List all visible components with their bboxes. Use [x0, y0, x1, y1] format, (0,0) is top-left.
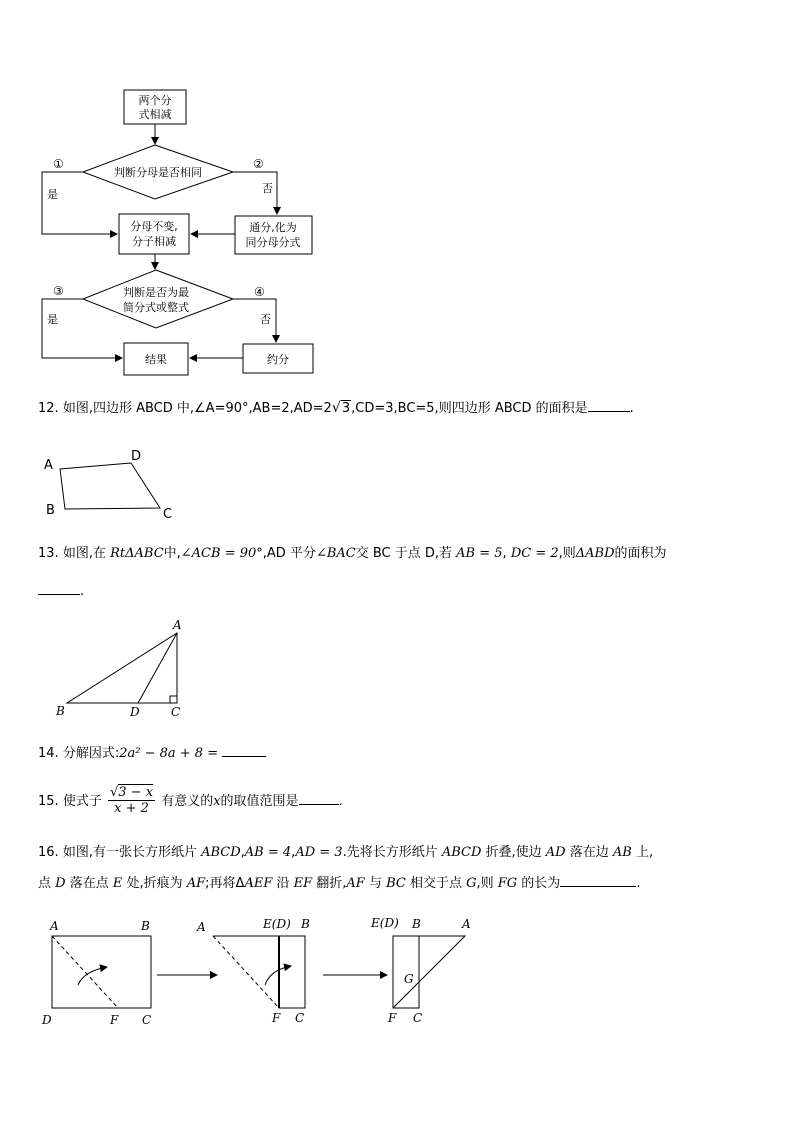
flowchart-text — [47, 93, 301, 366]
flow-common-line2: 同分母分式 — [245, 236, 301, 249]
q16-fig2-label-B: B — [301, 917, 310, 931]
q16-l2-run-0: 点 — [38, 876, 56, 891]
q13-bisector-AD — [138, 633, 177, 703]
q12-figure — [44, 449, 172, 522]
q16-l1-run-12: 上, — [631, 845, 654, 860]
radical-sign-icon: √ — [109, 785, 119, 800]
flow-start-line2: 式相减 — [138, 108, 172, 121]
q16-fig1-label-F: F — [110, 1013, 119, 1027]
q13-t10: DC = 2 — [510, 546, 559, 561]
q16-l1-run-2: , — [240, 845, 245, 860]
q16-l2-run-13: BC — [386, 876, 406, 891]
flow-mark3: ③ — [53, 284, 64, 298]
q15-answer-blank[interactable] — [299, 792, 339, 805]
q16-answer-blank[interactable] — [560, 874, 636, 887]
q16-fig2-label-F: F — [272, 1011, 281, 1025]
q16-l1-run-3: AB = 4 — [244, 845, 292, 860]
flow-mark2: ② — [253, 157, 264, 171]
q12-quadrilateral — [60, 463, 160, 509]
q13-right-angle-mark — [170, 696, 177, 703]
q12-text-a: 如图,四边形 ABCD 中,∠A=90°,AB=2,AD= — [62, 401, 324, 416]
q16-l2-run-15: G — [466, 876, 477, 891]
q16-fig1-rectangle — [52, 936, 151, 1008]
q12-label-A: A — [44, 458, 53, 473]
q13-t3: 中, — [163, 546, 181, 561]
question-13 — [38, 545, 667, 563]
q16-fig3-label-F: F — [388, 1011, 397, 1025]
question-15 — [38, 786, 343, 830]
q16-fig1-crease — [52, 936, 118, 1008]
q16-l2-run-17: FG — [497, 876, 518, 891]
question-16-line2 — [38, 874, 640, 893]
q15-number: 15. — [38, 794, 59, 809]
q13-t9: , — [502, 546, 507, 561]
flow-start-line1: 两个分 — [138, 94, 172, 107]
q12-end: . — [629, 401, 634, 416]
q15-middle: 有意义的 — [161, 794, 214, 809]
q16-l1-run-5: AD = 3 — [295, 845, 343, 860]
q16-fig3-label-A: A — [462, 917, 471, 931]
q16-fig1-label-B: B — [141, 919, 150, 933]
q12-coef: 2 — [323, 401, 332, 416]
flow-mark1: ① — [53, 157, 64, 171]
flow-decision2-line1: 判断是否为最 — [123, 286, 189, 299]
q13-labels — [55, 618, 182, 719]
q13-t13: 的面积为 — [614, 546, 667, 561]
q13-label-A: A — [173, 618, 182, 632]
q13-t12: ΔABD — [575, 546, 615, 561]
q16-l2-run-10: 翻折, — [312, 876, 347, 891]
question-14 — [38, 744, 266, 763]
q13-t11: ,则 — [558, 546, 576, 561]
q16-fig1-label-C: C — [142, 1013, 152, 1027]
flow-same-line2: 分子相减 — [132, 235, 176, 248]
flow-yes2: 是 — [47, 313, 58, 326]
flow-decision2-line2: 简分式或整式 — [123, 301, 189, 314]
q16-fig2-label-A: A — [197, 920, 206, 934]
q13-t4: ∠ACB = 90° — [180, 546, 263, 561]
q16-l2-run-5: AF — [186, 876, 206, 891]
q16-l1-run-7: ABCD — [441, 845, 482, 860]
q16-l1-run-6: .先将长方形纸片 — [342, 845, 442, 860]
flow-arrow-yes1 — [42, 172, 117, 234]
flow-result-label: 结果 — [145, 353, 167, 366]
q16-l2-run-4: 处,折痕为 — [122, 876, 187, 891]
q16-l2-run-14: 相交于点 — [405, 876, 467, 891]
q16-l2-run-8: 沿 — [272, 876, 294, 891]
q16-l1-run-4: , — [291, 845, 296, 860]
q12-text-b: ,CD=3,BC=5,则四边形 ABCD 的面积是 — [351, 401, 588, 416]
q13-t2: RtΔABC — [110, 546, 164, 561]
q13-t5: ,AD 平分 — [262, 546, 316, 561]
flow-no2: 否 — [260, 313, 271, 326]
question-16-line1 — [38, 844, 653, 862]
q16-l1-run-10: 落在边 — [565, 845, 613, 860]
q15-tail: 的取值范围是 — [220, 794, 299, 809]
q13-t8: AB = 5 — [456, 546, 503, 561]
q16-l2-run-2: 落在点 — [65, 876, 113, 891]
q15-lead: 使式子 — [62, 794, 102, 809]
q16-figure2 — [213, 936, 305, 1008]
q16-l2-run-12: 与 — [364, 876, 387, 891]
q13-t6: ∠BAC — [315, 546, 356, 561]
q16-fig3-label-ED: E(D) — [371, 916, 399, 930]
q16-end: . — [636, 876, 641, 891]
q16-l2-run-1: D — [55, 876, 66, 891]
question-13-line2 — [38, 582, 84, 601]
q13-triangle — [67, 633, 177, 703]
q16-l1-run-0: 如图,有一张长方形纸片 — [62, 845, 202, 860]
flow-yes1: 是 — [47, 188, 58, 201]
q14-label: 分解因式: — [62, 746, 120, 761]
q16-line2-text — [38, 876, 560, 891]
q13-label-B: B — [56, 704, 65, 718]
q16-labels — [41, 916, 471, 1027]
q16-fig3-label-C: C — [413, 1011, 423, 1025]
q16-line1-text — [63, 845, 653, 860]
q16-l2-run-18: 的长为 — [517, 876, 561, 891]
q12-sqrt — [332, 400, 351, 418]
q16-fig2-rectangle — [279, 936, 305, 1008]
flow-reduce-label: 约分 — [267, 353, 289, 366]
flow-mark4: ④ — [254, 285, 265, 299]
q16-fig1-label-D: D — [42, 1013, 52, 1027]
q12-number: 12. — [38, 401, 59, 416]
q16-fig3-label-B: B — [412, 917, 421, 931]
q12-label-B: B — [46, 503, 55, 518]
q13-figure — [67, 633, 177, 703]
q14-number: 14. — [38, 746, 59, 761]
flow-no1: 否 — [262, 182, 273, 195]
q16-l1-run-11: AB — [612, 845, 632, 860]
q12-radicand: 3 — [341, 401, 351, 416]
q15-numerator — [108, 785, 155, 801]
q13-label-C: C — [171, 705, 181, 719]
radical-sign-icon: √ — [331, 400, 341, 416]
q13-t1: 如图,在 — [62, 546, 106, 561]
q12-label-D: D — [131, 449, 142, 464]
q16-l2-run-9: EF — [293, 876, 313, 891]
q12-label-C: C — [163, 507, 173, 522]
q16-l2-run-6: ;再将Δ — [205, 876, 245, 891]
q15-var: x — [213, 794, 221, 809]
q16-l1-run-1: ABCD — [201, 845, 241, 860]
q16-fig1-label-A: A — [50, 919, 59, 933]
q16-l1-run-8: 折叠,使边 — [481, 845, 546, 860]
q13-answer-blank[interactable] — [38, 582, 80, 595]
q16-l2-run-3: E — [112, 876, 123, 891]
q16-l2-run-11: AF — [346, 876, 365, 891]
q16-l2-run-16: ,则 — [476, 876, 498, 891]
q16-l2-run-7: AEF — [244, 876, 273, 891]
q12-answer-blank[interactable] — [588, 399, 630, 412]
q15-fraction — [108, 785, 155, 816]
q16-number: 16. — [38, 845, 59, 860]
q16-figure1 — [52, 936, 151, 1008]
q15-radicand: 3 − x — [118, 785, 154, 800]
q16-fig2-crease — [213, 936, 279, 1008]
q14-expr: 2a² − 8a + 8 = — [119, 746, 219, 761]
q15-end: . — [338, 794, 343, 809]
q16-fig2-label-C: C — [295, 1011, 305, 1025]
q13-number: 13. — [38, 546, 59, 561]
flow-decision2 — [83, 270, 233, 328]
q13-t7: 交 BC 于点 D,若 — [355, 546, 453, 561]
q13-end: . — [80, 584, 85, 599]
q14-answer-blank[interactable] — [222, 744, 266, 757]
flow-same-line1: 分母不变, — [130, 220, 178, 233]
q16-fig2-label-ED: E(D) — [263, 917, 291, 931]
q15-denominator: x + 2 — [114, 801, 149, 816]
q13-label-D: D — [130, 705, 140, 719]
question-12 — [38, 399, 634, 418]
q16-l1-run-9: AD — [545, 845, 566, 860]
flow-decision1-label: 判断分母是否相同 — [114, 166, 202, 179]
flow-common-line1: 通分,化为 — [249, 221, 297, 234]
q16-fig3-label-G: G — [404, 972, 414, 986]
